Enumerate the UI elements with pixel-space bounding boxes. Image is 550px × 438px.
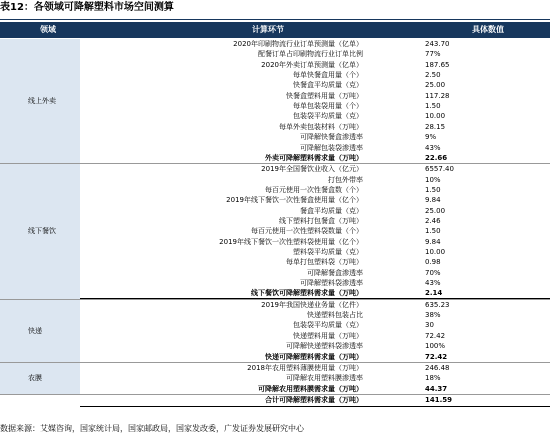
row-value: 38% [425, 311, 441, 320]
table-row [80, 237, 550, 247]
row-value: 243.70 [425, 40, 450, 48]
row-item: 每单快餐盒用量（个） [293, 71, 363, 80]
row-value: 9% [425, 133, 437, 142]
row-value: 30 [425, 321, 434, 330]
table-row [80, 111, 550, 121]
row-value: 100% [425, 342, 446, 351]
row-item: 快递塑料包装占比 [307, 311, 363, 320]
table-row [80, 143, 550, 153]
group-block [0, 363, 550, 394]
row-value: 1.50 [425, 102, 441, 111]
row-value: 6557.40 [425, 165, 454, 174]
row-value: 187.65 [425, 60, 450, 69]
group-block [0, 164, 550, 299]
row-item: 餐盒平均质量（克） [300, 206, 363, 215]
row-value: 2.50 [425, 71, 441, 80]
row-value: 77% [425, 50, 441, 59]
table-row [80, 226, 550, 236]
group-region-cell [0, 39, 80, 163]
group-block [0, 39, 550, 163]
table-row [80, 363, 550, 373]
group-name: 线下餐饮 [28, 227, 56, 236]
group-name: 快递 [28, 326, 42, 335]
row-item: 快递塑料用量（万吨） [293, 331, 363, 340]
row-value: 0.98 [425, 258, 441, 267]
row-value: 10% [425, 175, 441, 184]
group-region-cell [0, 300, 80, 362]
table-row [80, 164, 550, 174]
row-value: 246.48 [425, 363, 450, 372]
group-name: 农膜 [28, 374, 42, 383]
row-item: 2020年印刷物流行业订单预测量（亿单） [233, 40, 363, 48]
row-value: 117.28 [425, 91, 450, 100]
row-item: 每单包装袋用量（个） [293, 102, 363, 111]
row-value: 10.00 [425, 112, 446, 121]
table-row [80, 310, 550, 320]
table-row [80, 331, 550, 341]
row-value: 44.37 [425, 384, 448, 393]
row-value: 9.84 [425, 196, 441, 205]
row-value: 72.42 [425, 352, 448, 361]
table-row [80, 49, 550, 59]
table-row [80, 60, 550, 70]
row-item: 可降解塑料袋渗透率 [300, 279, 363, 288]
group-name: 线上外卖 [28, 97, 56, 106]
row-item: 包装袋平均质量（克） [293, 321, 363, 330]
row-value: 18% [425, 374, 441, 383]
row-item: 快餐盒塑料用量（万吨） [286, 91, 363, 100]
subtotal-row [80, 288, 550, 299]
row-item: 可降解餐盒渗透率 [307, 268, 363, 277]
header-value: 具体数值 [472, 25, 504, 34]
table-row [80, 80, 550, 90]
table-row [80, 195, 550, 205]
row-item: 2020年外卖订单预测量（亿单） [261, 60, 363, 69]
grand-total-label: 合计可降解塑料需求量（万吨） [265, 395, 363, 404]
row-item: 2019年我国快递业务量（亿件） [261, 300, 363, 309]
row-value: 25.00 [425, 81, 446, 90]
row-item: 外卖可降解塑料需求量（万吨） [265, 153, 363, 162]
row-value: 1.50 [425, 185, 441, 194]
row-value: 2.46 [425, 216, 441, 225]
row-item: 塑料袋平均质量（克） [293, 247, 363, 256]
row-item: 2019年线下餐饮一次性塑料袋使用量（亿个） [219, 237, 363, 246]
row-value: 9.84 [425, 237, 441, 246]
row-value: 25.00 [425, 206, 446, 215]
row-item: 可降解快餐盒渗透率 [300, 133, 363, 142]
table-header [0, 22, 550, 38]
table-row [80, 341, 550, 351]
header-field: 领域 [40, 25, 56, 34]
table-row [80, 39, 550, 49]
table-row [80, 122, 550, 132]
table-title: 表12：各领域可降解塑料市场空间测算 [0, 2, 174, 13]
title-rule [0, 19, 550, 20]
row-item: 2019年线下餐饮一次性餐盒使用量（亿个） [226, 196, 363, 205]
table-row [80, 175, 550, 185]
group-region-cell [0, 164, 80, 299]
subtotal-row [80, 153, 550, 164]
row-item: 包装袋平均质量（克） [293, 112, 363, 121]
data-table [0, 22, 550, 415]
table-row [80, 216, 550, 226]
table-row [80, 91, 550, 101]
row-value: 43% [425, 143, 441, 152]
row-item: 每百元使用一次性塑料袋数量（个） [251, 227, 363, 236]
table-row [80, 300, 550, 310]
group-block [0, 300, 550, 362]
table-row [80, 320, 550, 330]
row-item: 打包外带率 [328, 175, 363, 184]
table-row [80, 70, 550, 80]
row-item: 快餐盒平均质量（克） [293, 81, 363, 90]
row-item: 可降解快递塑料袋渗透率 [286, 342, 363, 351]
table-row [80, 278, 550, 288]
row-value: 10.00 [425, 247, 446, 256]
row-item: 可降解农用塑料膜需求量（万吨） [258, 384, 363, 393]
grand-total-row [80, 395, 550, 407]
row-item: 快递可降解塑料需求量（万吨） [265, 352, 363, 361]
header-step: 计算环节 [252, 25, 284, 34]
row-value: 22.66 [425, 153, 448, 162]
subtotal-row [80, 384, 550, 395]
table-row [80, 101, 550, 111]
table-row [80, 268, 550, 278]
group-region-cell [0, 363, 80, 394]
table-row [80, 132, 550, 142]
table-row [80, 206, 550, 216]
row-item: 线下塑料打包餐盒（万吨） [279, 216, 363, 225]
row-item: 每单外卖包装材料（万吨） [279, 122, 363, 131]
row-item: 每单打包塑料袋（万吨） [286, 258, 363, 267]
row-item: 2019年全国餐饮业收入（亿元） [261, 165, 363, 174]
table-row [80, 185, 550, 195]
row-value: 70% [425, 268, 441, 277]
row-value: 1.50 [425, 227, 441, 236]
row-item: 可降解农用塑料膜渗透率 [286, 374, 363, 383]
row-value: 2.14 [425, 289, 443, 298]
row-item: 配餐订单占印刷物流行业订单比例 [258, 50, 363, 59]
subtotal-row [80, 352, 550, 363]
table-row [80, 257, 550, 267]
row-value: 28.15 [425, 122, 446, 131]
table-row [80, 373, 550, 383]
source-note: 数据来源：艾媒咨询，国家统计局，国家邮政局，国家发改委，广发证券发展研究中心 [0, 424, 304, 433]
row-item: 每百元使用一次性餐盒数（个） [265, 185, 363, 194]
row-item: 可降解包装袋渗透率 [300, 143, 363, 152]
table-row [80, 247, 550, 257]
row-value: 72.42 [425, 331, 446, 340]
row-item: 线下餐饮可降解塑料需求量（万吨） [251, 289, 363, 298]
grand-total-value: 141.59 [425, 395, 453, 404]
row-value: 43% [425, 279, 441, 288]
row-value: 635.23 [425, 300, 450, 309]
row-item: 2018年农用塑料薄膜使用量（万吨） [247, 363, 363, 372]
